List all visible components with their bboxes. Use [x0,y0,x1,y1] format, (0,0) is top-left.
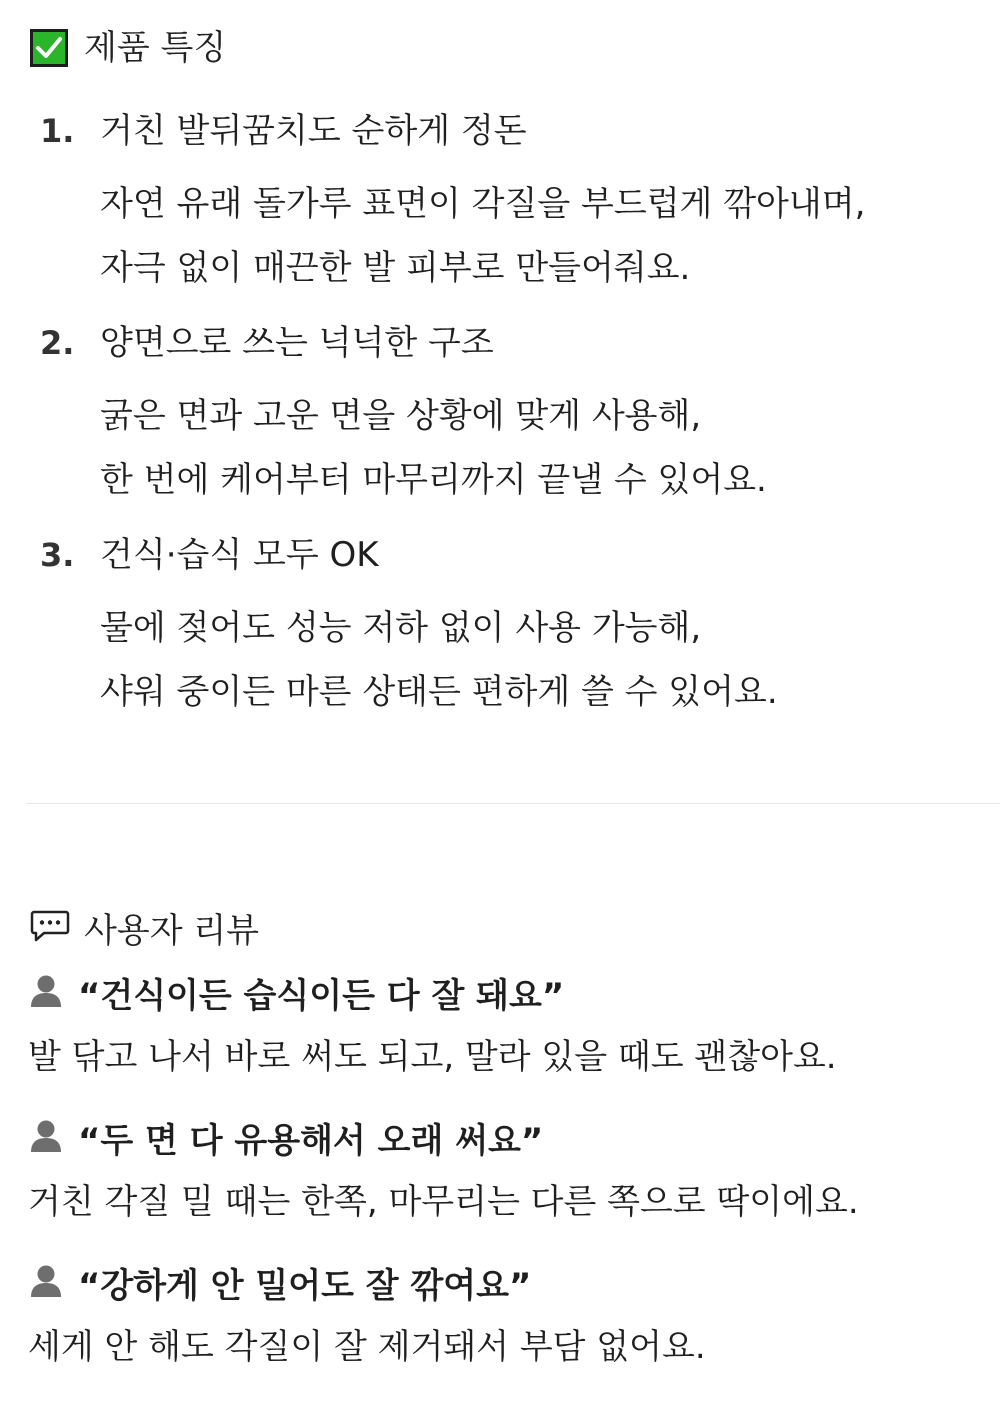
review-headline: “두 면 다 유용해서 오래 써요” [78,1120,544,1161]
user-silhouette-icon [28,972,78,1019]
feature-description-line: 샤워 중이든 마른 상태든 편하게 쓸 수 있어요. [100,672,778,712]
feature-description-line: 자극 없이 매끈한 발 피부로 만들어줘요. [100,248,691,288]
section-divider [26,803,1000,804]
feature-description-line: 굵은 면과 고운 면을 상황에 맞게 사용해, [100,396,702,436]
review-item [28,1262,988,1369]
feature-description-line: 자연 유래 돌가루 표면이 각질을 부드럽게 깎아내며, [100,184,866,224]
review-headline: “건식이든 습식이든 다 잘 돼요” [78,975,565,1016]
review-item [28,972,988,1079]
review-text: 거친 각질 밀 때는 한쪽, 마무리는 다른 쪽으로 딱이에요. [28,1182,859,1222]
user-silhouette-icon [28,1262,78,1309]
feature-title: 거친 발뒤꿈치도 순하게 정돈 [100,111,527,151]
features-heading [30,28,226,68]
reviews-title: 사용자 리뷰 [84,910,260,951]
user-silhouette-icon [28,1117,78,1164]
review-text: 세게 안 해도 각질이 잘 제거돼서 부담 없어요. [28,1327,706,1367]
feature-description-line: 물에 젖어도 성능 저하 없이 사용 가능해, [100,608,702,648]
feature-number: 3. [40,536,75,574]
feature-item [40,532,980,724]
review-item [28,1117,988,1224]
feature-title: 건식·습식 모두 OK [100,535,379,575]
review-headline: “강하게 안 밀어도 잘 깎여요” [78,1265,532,1306]
feature-number: 2. [40,324,75,362]
feature-item [40,108,980,300]
feature-description-line: 한 번에 케어부터 마무리까지 끝낼 수 있어요. [100,460,767,500]
review-text: 발 닦고 나서 바로 써도 되고, 말라 있을 때도 괜찮아요. [28,1037,837,1077]
features-title: 제품 특징 [84,28,227,68]
reviews-heading [30,909,259,952]
check-mark-icon [30,29,68,67]
feature-title: 양면으로 쓰는 넉넉한 구조 [100,323,494,363]
speech-bubble-icon [30,909,84,952]
feature-list [40,108,980,744]
feature-item [40,320,980,512]
feature-number: 1. [40,112,75,150]
